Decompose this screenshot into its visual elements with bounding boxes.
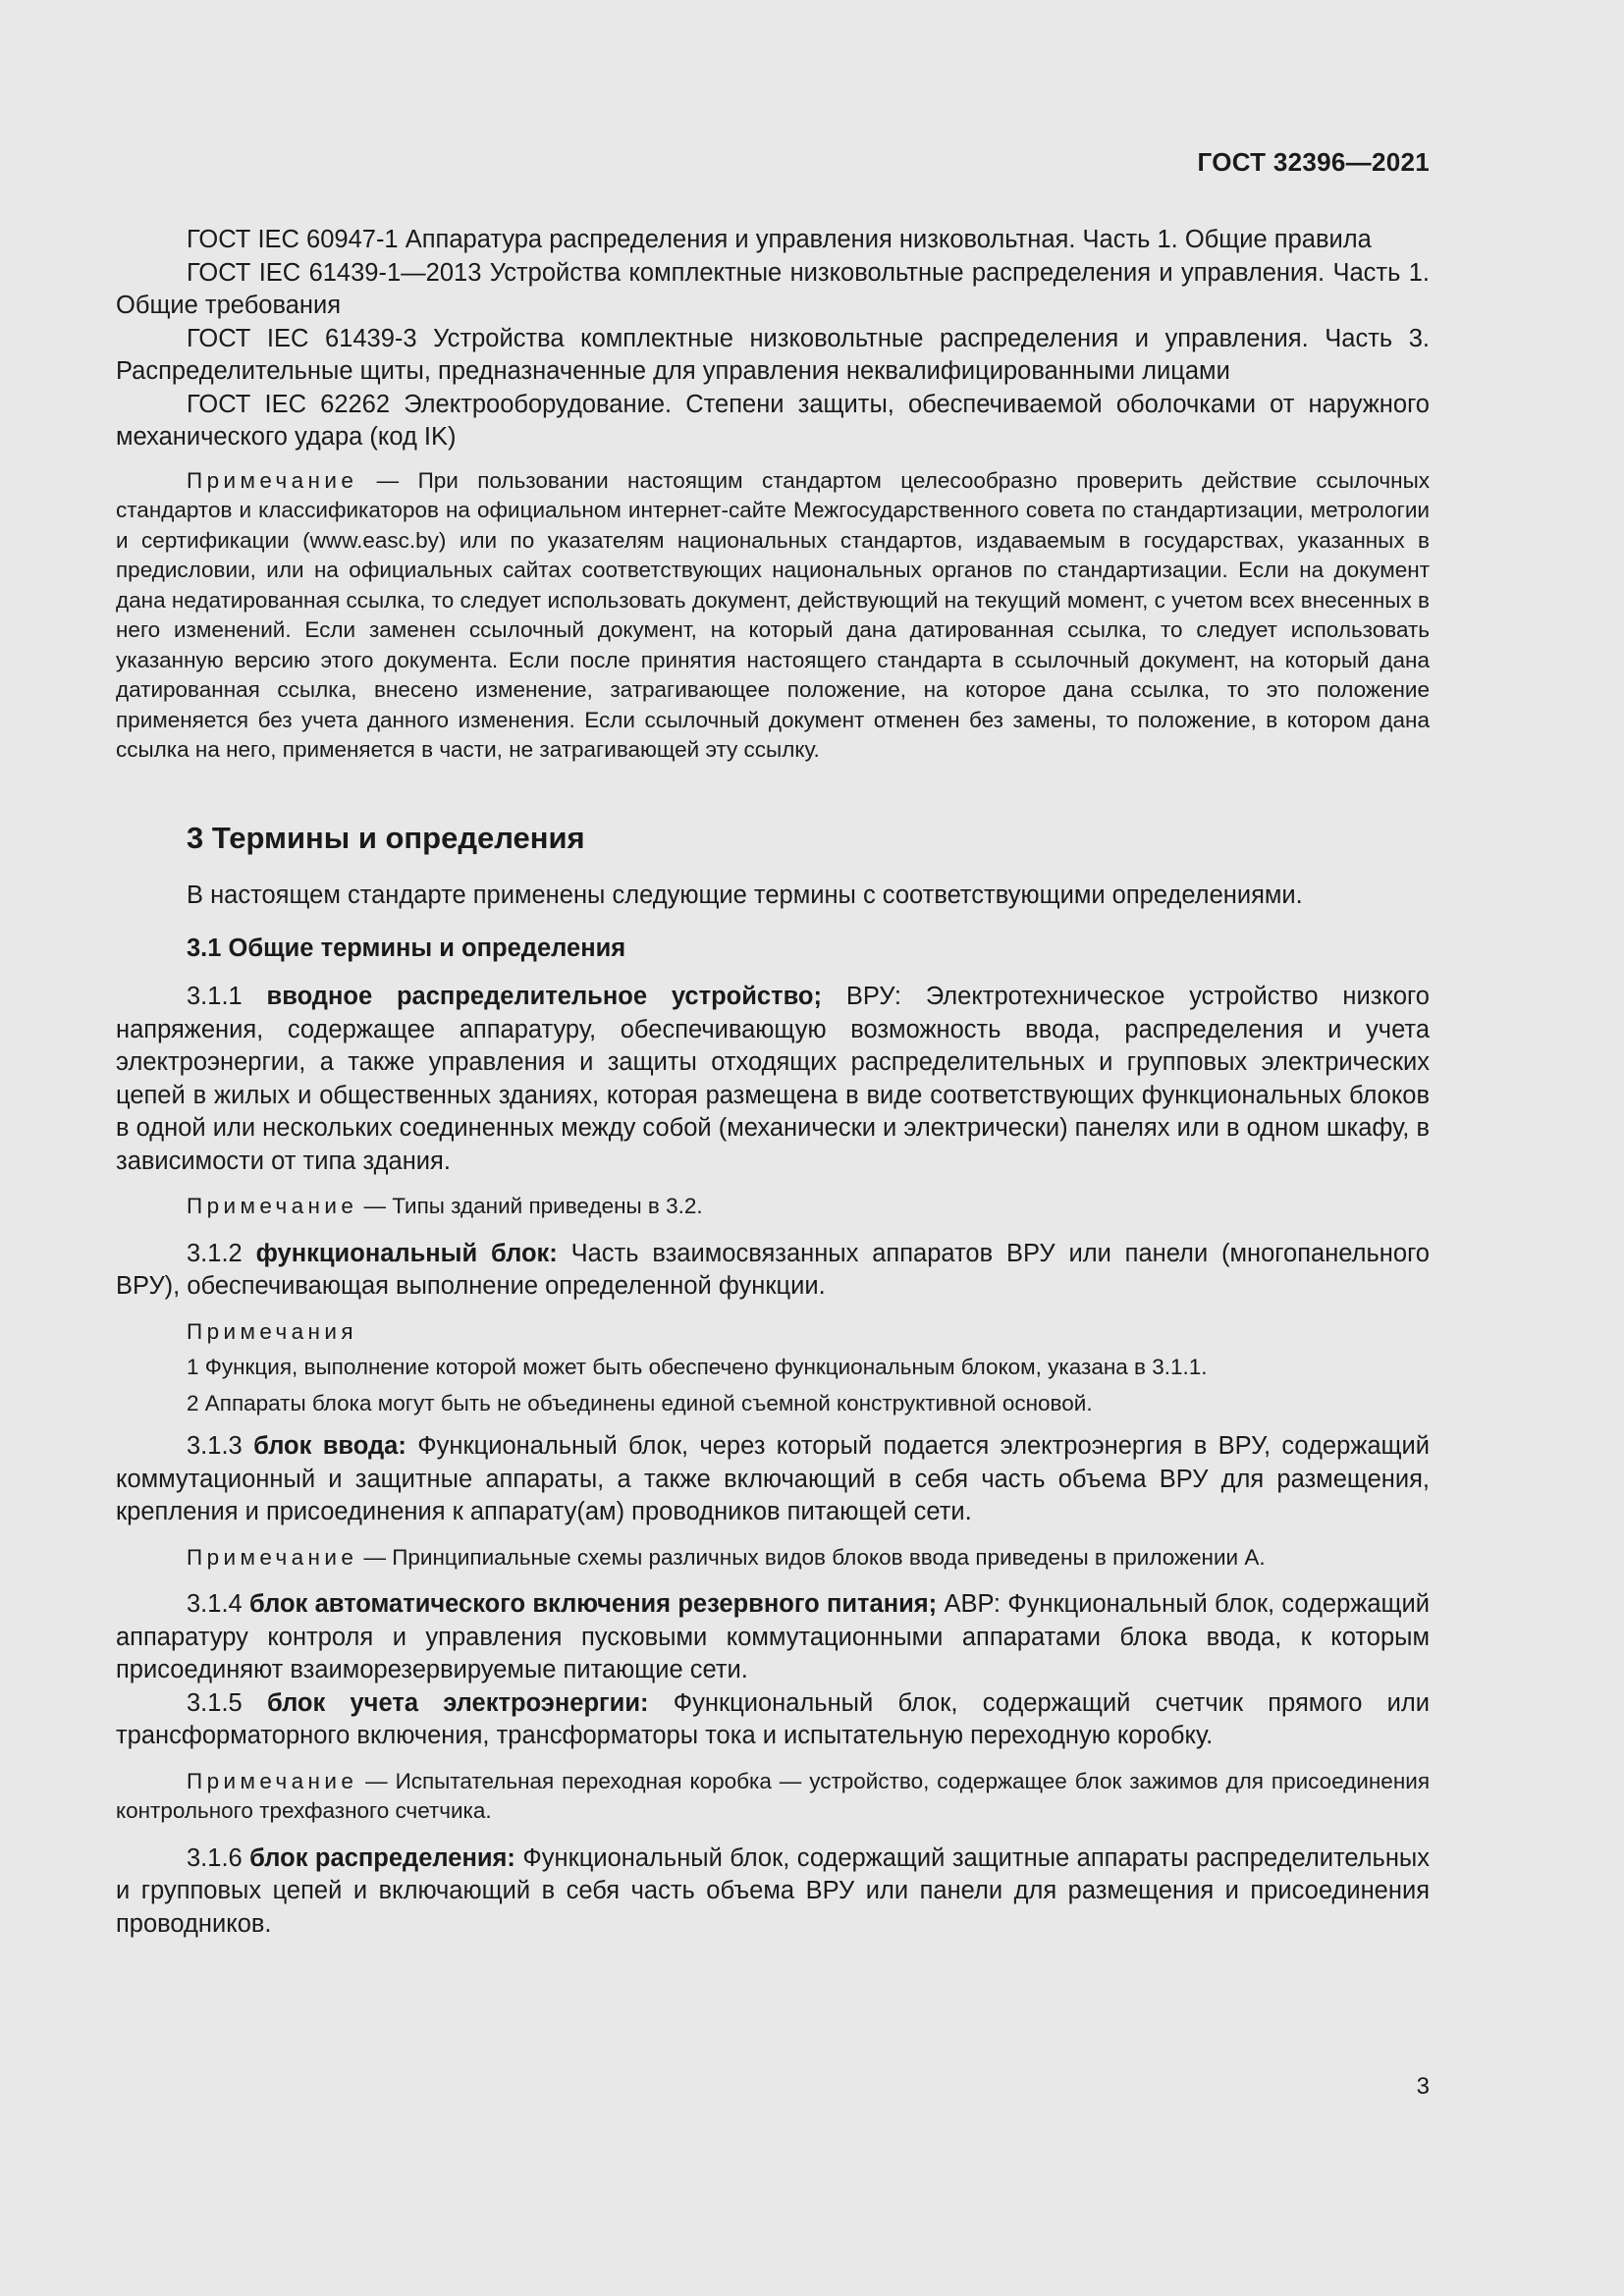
term-definition: Часть взаимосвязанных аппаратов ВРУ или панели (многопанельного ВРУ), обеспечивающая выполнение определенной функции. [116,1239,1430,1300]
term-3-1-4 [116,1588,1430,1687]
term-name: блок ввода: [253,1432,406,1460]
term-number: 3.1.4 [187,1590,243,1618]
term-note-item: 1 Функция, выполнение которой может быть обеспечено функциональным блоком, указана в 3.1.1. [187,1355,1208,1379]
term-name: блок распределения: [249,1843,515,1872]
section-title: 3 Термины и определения [187,820,585,855]
term-note-item: 2 Аппараты блока могут быть не объединены единой съемной конструктивной основой. [187,1390,1093,1415]
term-note [116,1767,1430,1827]
term-name: блок автоматического включения резервного питания; [249,1590,938,1618]
term-definition: Функциональный блок, содержащий счетчик прямого или трансформаторного включения, трансформаторы тока и испытательную переходную коробку. [116,1688,1430,1749]
term-name: вводное распределительное устройство; [266,983,822,1010]
note-label: Примечание [187,467,358,493]
reference-item: ГОСТ IEC 62262 Электрооборудование. Степени защиты, обеспечиваемой оболочками от наружного механического удара (код IK) [116,390,1430,451]
reference-item: ГОСТ IEC 60947-1 Аппаратура распределения и управления низковольтная. Часть 1. Общие правила [187,226,1372,253]
notes-label: Примечания [187,1318,357,1344]
note-label: Примечание [187,1194,358,1218]
term-note [116,1192,1430,1222]
term-note [116,1543,1430,1574]
term-number: 3.1.1 [187,983,243,1010]
note-label: Примечание [187,1768,358,1793]
note-label: Примечание [187,1544,358,1570]
term-definition: ВРУ: Электротехническое устройство низкого напряжения, содержащее аппаратуру, обеспечивающую возможность ввода, распределения и учета электроэнергии, а также управления и защиты отходящих распределительных и групповых электрических цепей в жилых и общественных зданиях, которая размещена в виде соответствующих функциональных блоков в одной или нескольких соединенных между собой (механически и электрически) панелях или в одном шкафу, в зависимости от типа здания. [116,983,1431,1175]
term-number: 3.1.6 [187,1843,243,1872]
page-content [116,224,1430,1941]
term-3-1-6 [116,1842,1430,1942]
note-text: — Испытательная переходная коробка — устройство, содержащее блок зажимов для присоединения контрольного трехфазного счетчика. [116,1768,1430,1823]
reference-item: ГОСТ IEC 61439-1—2013 Устройства комплектные низковольтные распределения и управления. Часть 1. Общие требования [116,258,1430,319]
term-number: 3.1.5 [187,1688,243,1717]
term-definition: АВР: Функциональный блок, содержащий аппаратуру контроля и управления пусковыми коммутационными аппаратами блока ввода, к которым присоединяют взаиморезервируемые питающие сети. [116,1590,1430,1683]
term-number: 3.1.3 [187,1432,243,1460]
term-definition: Функциональный блок, через который подается электроэнергия в ВРУ, содержащий коммутационный и защитные аппараты, а также включающий в себя часть объема ВРУ для размещения, крепления и присоединения к аппарату(ам) проводников питающей сети. [116,1432,1430,1525]
subsection-title: 3.1 Общие термины и определения [187,934,626,962]
term-name: функциональный блок: [255,1239,558,1267]
reference-item: ГОСТ IEC 61439-3 Устройства комплектные низковольтные распределения и управления. Часть 3. Распределительные щиты, предназначенные для управления неквалифицированными лицами [116,324,1430,385]
note-text: — Типы зданий приведены в 3.2. [363,1194,703,1218]
term-name: блок учета электроэнергии: [266,1688,649,1717]
term-number: 3.1.2 [187,1239,243,1267]
term-3-1-1 [116,981,1430,1178]
note-text: — Принципиальные схемы различных видов блоков ввода приведены в приложении А. [363,1544,1266,1570]
term-3-1-3 [116,1430,1430,1529]
page-number: 3 [1416,2073,1430,2100]
term-definition: Функциональный блок, содержащий защитные аппараты распределительных и групповых цепей и включающий в себя часть объема ВРУ или панели для размещения и присоединения проводников. [116,1843,1430,1938]
term-3-1-5 [116,1687,1430,1753]
reference-note [116,466,1430,766]
document-code-header: ГОСТ 32396—2021 [1197,147,1430,177]
term-3-1-2 [116,1238,1430,1304]
note-text: — При пользовании настоящим стандартом целесообразно проверить действие ссылочных стандартов и классификаторов на официальном интернет-сайте Межгосударственного совета по стандартизации, метрологии и сертификации (www.easc.by) или по указателям национальных стандартов, издаваемым в государствах, указанных в предисловии, или на официальных сайтах соответствующих национальных органов по стандартизации. Если на документ дана недатированная ссылка, то следует использовать документ, действующий на текущий момент, с учетом всех внесенных в него изменений. Если заменен ссылочный документ, на который дана датированная ссылка, то следует использовать указанную версию этого документа. Если после принятия настоящего стандарта в ссылочный документ, на который дана датированная ссылка, внесено изменение, затрагивающее положение, на которое дана ссылка, то это положение применяется без учета данного изменения. Если ссылочный документ отменен без замены, то положение, в котором дана ссылка на него, применяется в части, не затрагивающей эту ссылку. [116,467,1430,762]
section-intro: В настоящем стандарте применены следующие термины с соответствующими определениями. [187,881,1303,909]
